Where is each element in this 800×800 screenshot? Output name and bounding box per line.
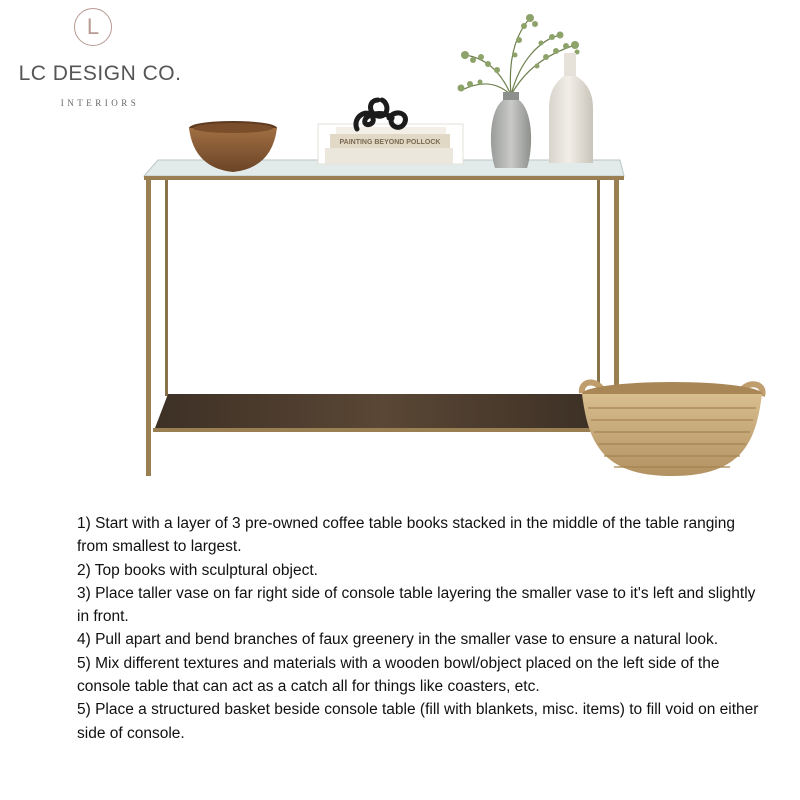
instruction-step: 3) Place taller vase on far right side of console table layering the smaller vase to it's left and slightly in front. bbox=[77, 584, 756, 626]
logo-tagline: INTERIORS bbox=[60, 98, 140, 108]
styling-instructions bbox=[77, 512, 767, 745]
table-top-rail bbox=[144, 176, 624, 180]
book-bottom bbox=[325, 148, 453, 164]
instruction-step: 4) Pull apart and bend branches of faux greenery in the smaller vase to ensure a natural look. bbox=[77, 631, 719, 649]
instruction-step: 5) Mix different textures and materials with a wooden bowl/object placed on the left side of the console table that can act as a catch all for things like coasters, etc. bbox=[77, 654, 720, 696]
table-bottom-rail bbox=[153, 428, 613, 432]
logo-company-name: LC DESIGN CO. bbox=[18, 62, 182, 85]
table-back-left-leg bbox=[165, 178, 168, 396]
book-spine-title: PAINTING BEYOND POLLOCK bbox=[339, 139, 441, 146]
logo-monogram-letter: L bbox=[86, 14, 100, 39]
console-table bbox=[144, 160, 624, 476]
book-top bbox=[336, 127, 446, 134]
woven-basket bbox=[582, 382, 763, 476]
small-grey-vase bbox=[491, 92, 531, 168]
instruction-step: 2) Top books with sculptural object. bbox=[77, 561, 318, 579]
tall-white-vase bbox=[549, 53, 593, 163]
coffee-table-books bbox=[318, 124, 463, 164]
table-front-left-leg bbox=[146, 178, 151, 476]
table-back-right-leg bbox=[597, 178, 600, 396]
table-bottom-shelf bbox=[155, 394, 612, 428]
instruction-step: 1) Start with a layer of 3 pre-owned coffee table books stacked in the middle of the table ranging from smallest to largest. bbox=[77, 515, 735, 556]
instruction-step: 5) Place a structured basket beside console table (fill with blankets, misc. items) to fill void on either side of console. bbox=[77, 701, 759, 742]
